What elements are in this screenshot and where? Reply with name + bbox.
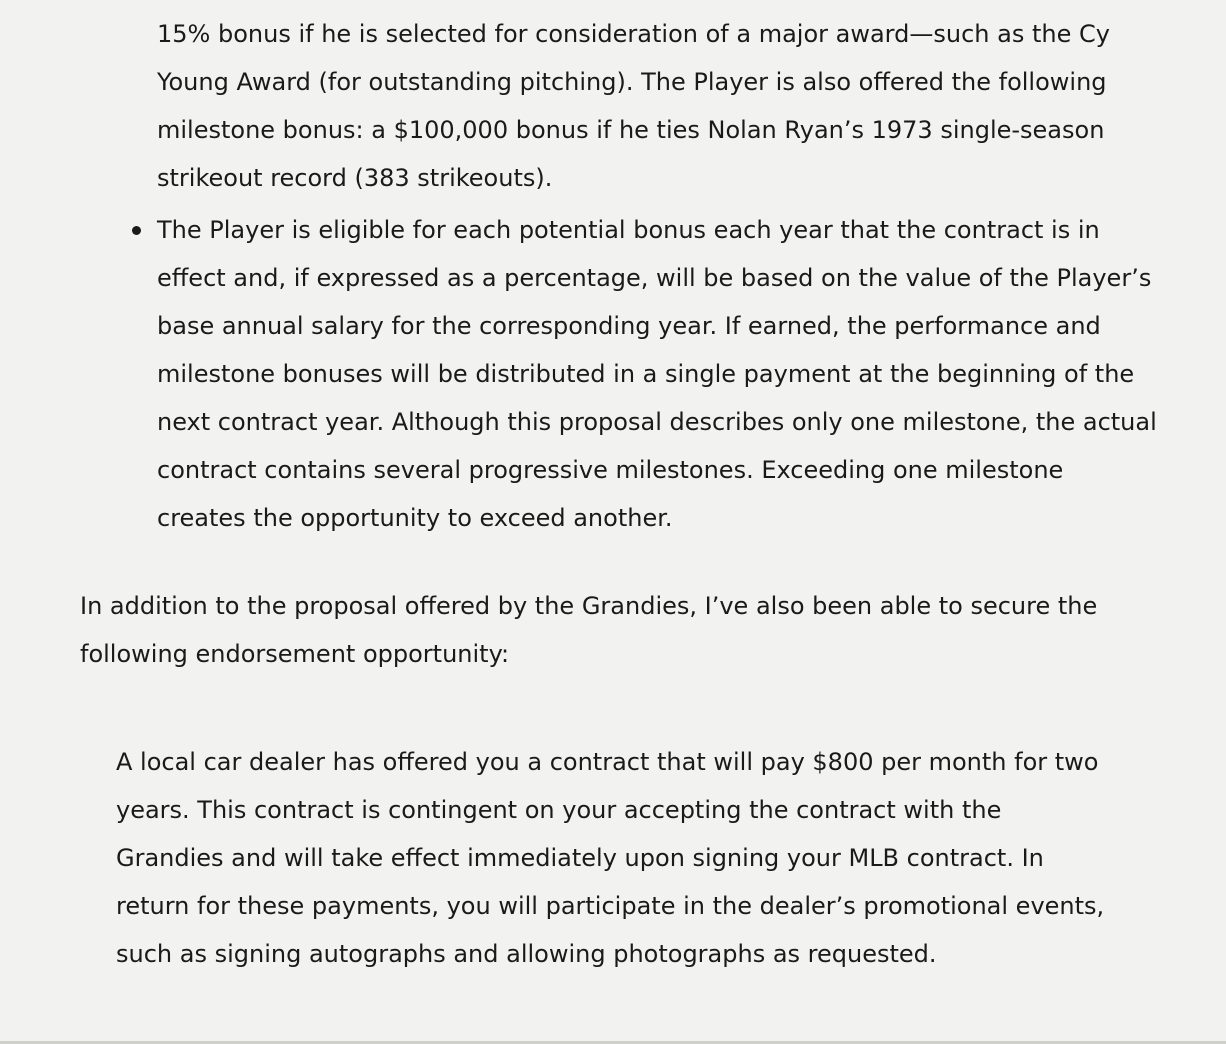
intro-paragraph: In addition to the proposal offered by the Grandies, I’ve also been able to secure the following endorsement opportunity:	[80, 592, 1098, 668]
list-item	[157, 206, 1157, 542]
bullet-list	[157, 206, 1157, 542]
endorsement-quote: A local car dealer has offered you a contract that will pay $800 per month for two years. This contract is contingent on your accepting the contract with the Grandies and will take effect immediately upon signing your MLB contract. In return for these payments, you will participate in the dealer’s promotional events, such as signing autographs and allowing photographs as requested.	[116, 748, 1105, 968]
bullet-icon	[132, 226, 141, 235]
bullet-text: The Player is eligible for each potential bonus each year that the contract is in effect and, if expressed as a percentage, will be based on the value of the Player’s base annual salary for the corresponding year. If earned, the performance and milestone bonuses will be distributed in a single payment at the beginning of the next contract year. Although this proposal describes only one milestone, the actual contract contains several progressive milestones. Exceeding one milestone creates the opportunity to exceed another.	[157, 216, 1157, 532]
bullet-continuation-text: 15% bonus if he is selected for consideration of a major award—such as the Cy Young Award (for outstanding pitching). The Player is also offered the following milestone bonus: a $100,000 bonus if he ties Nolan Ryan’s 1973 single-season strikeout record (383 strikeouts).	[157, 20, 1110, 192]
